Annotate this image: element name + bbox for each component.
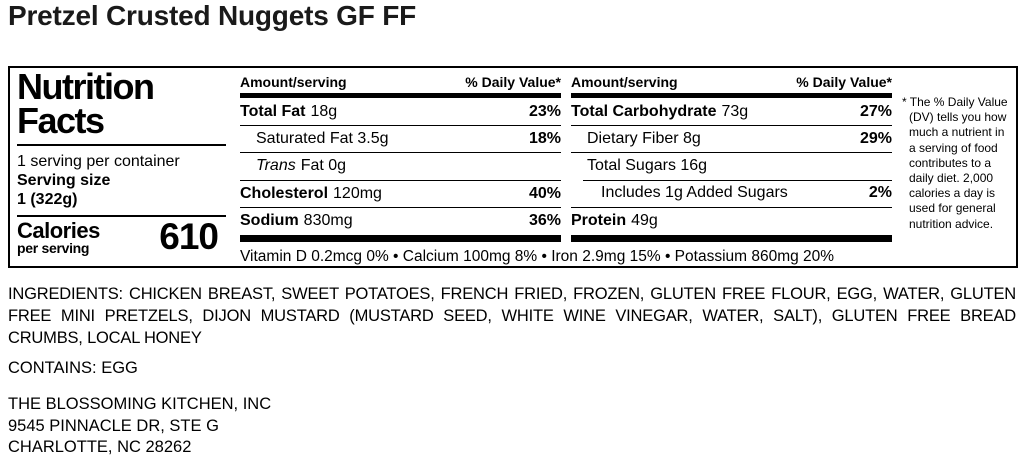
nutrient-amount: Dietary Fiber 8g xyxy=(587,130,701,148)
nutrition-facts-panel xyxy=(8,66,1018,268)
nutrient-name: Total Carbohydrate xyxy=(571,102,717,120)
nutrition-facts-left-section xyxy=(10,68,232,266)
nutrient-amount: 73g xyxy=(721,102,749,120)
nutrient-amount: 830mg xyxy=(303,211,353,229)
nutrient-row-protein xyxy=(571,207,892,234)
column-header xyxy=(240,72,561,93)
daily-value: 27% xyxy=(859,102,892,120)
column-header xyxy=(571,72,892,93)
nutrient-amount: Saturated Fat 3.5g xyxy=(256,130,389,148)
nutrient-row-cholesterol xyxy=(240,180,561,207)
daily-value: 29% xyxy=(859,130,892,148)
nutrient-name: Total Fat xyxy=(240,102,306,120)
serving-size-value: 1 (322g) xyxy=(17,191,78,208)
company-address-line1: 9545 PINNACLE DR, STE G xyxy=(8,416,219,435)
nutrition-facts-heading-line2: Facts xyxy=(17,100,104,141)
daily-value-footnote: * The % Daily Value (DV) tells you how much a nutrient in a serving of food contributes to a daily diet. 2,000 calories a day is used for general nutrition advice. xyxy=(902,95,1008,231)
calories-label-sub: per serving xyxy=(17,240,90,256)
calories-row xyxy=(17,217,226,255)
nutrient-row-saturated-fat xyxy=(240,125,561,152)
nutrient-amount: Fat 0g xyxy=(300,157,347,175)
serving-info xyxy=(17,150,226,211)
micronutrients-line: Vitamin D 0.2mcg 0% • Calcium 100mg 8% • Iron 2.9mg 15% • Potassium 860mg 20% xyxy=(240,247,835,265)
thick-divider-bar xyxy=(571,235,892,242)
thick-divider-bar xyxy=(240,235,561,242)
daily-value-header: % Daily Value* xyxy=(465,74,561,90)
calories-label xyxy=(17,220,100,255)
nutrition-facts-heading xyxy=(17,66,226,141)
daily-value: 36% xyxy=(528,211,561,229)
company-address-line2: CHARLOTTE, NC 28262 xyxy=(8,438,192,456)
daily-value-header: % Daily Value* xyxy=(796,74,892,90)
ingredients-statement: INGREDIENTS: CHICKEN BREAST, SWEET POTATOES, FRENCH FRIED, FROZEN, GLUTEN FREE FLOUR, EGG, WATER, GLUTEN FREE MINI PRETZELS, DIJON MUSTARD (MUSTARD SEED, WHITE WINE VINEGAR, WATER, SALT), GLUTEN FREE BREAD CRUMBS, LOCAL HONEY xyxy=(8,285,1016,347)
nutrient-row-dietary-fiber xyxy=(571,125,892,152)
nutrient-row-sodium xyxy=(240,207,561,234)
nutrient-name: Trans xyxy=(256,157,296,175)
nutrient-row-trans-fat xyxy=(240,152,561,179)
nutrient-column-left xyxy=(240,72,561,242)
page-title: Pretzel Crusted Nuggets GF FF xyxy=(8,0,417,31)
company-name: THE BLOSSOMING KITCHEN, INC xyxy=(8,395,272,413)
daily-value: 18% xyxy=(528,130,561,148)
nutrient-amount: 120mg xyxy=(333,184,382,202)
nutrition-facts-heading-line1: Nutrition xyxy=(17,66,154,107)
amount-serving-header: Amount/serving xyxy=(240,74,347,90)
daily-value: 2% xyxy=(868,184,892,202)
nutrient-amount: Includes 1g Added Sugars xyxy=(601,184,788,202)
manufacturer-info xyxy=(8,394,271,457)
divider-rule xyxy=(17,144,226,146)
nutrient-columns-section xyxy=(240,68,892,266)
nutrient-column-right xyxy=(571,72,892,242)
nutrient-row-added-sugars xyxy=(571,180,892,207)
calories-value: 610 xyxy=(159,216,218,257)
amount-serving-header: Amount/serving xyxy=(571,74,678,90)
nutrient-name: Protein xyxy=(571,211,627,229)
nutrient-amount: 18g xyxy=(310,102,338,120)
nutrient-row-total-sugars xyxy=(571,152,892,179)
nutrient-row-total-fat xyxy=(240,98,561,125)
nutrient-name: Sodium xyxy=(240,211,299,229)
daily-value: 23% xyxy=(528,102,561,120)
allergen-statement: CONTAINS: EGG xyxy=(8,359,138,377)
nutrient-name: Cholesterol xyxy=(240,184,329,202)
servings-per-container: 1 serving per container xyxy=(17,153,180,170)
serving-size-label: Serving size xyxy=(17,172,111,189)
daily-value: 40% xyxy=(528,184,561,202)
nutrient-amount: Total Sugars 16g xyxy=(587,157,708,175)
nutrient-row-total-carbohydrate xyxy=(571,98,892,125)
calories-label-main: Calories xyxy=(17,218,100,243)
nutrient-amount: 49g xyxy=(631,211,658,229)
